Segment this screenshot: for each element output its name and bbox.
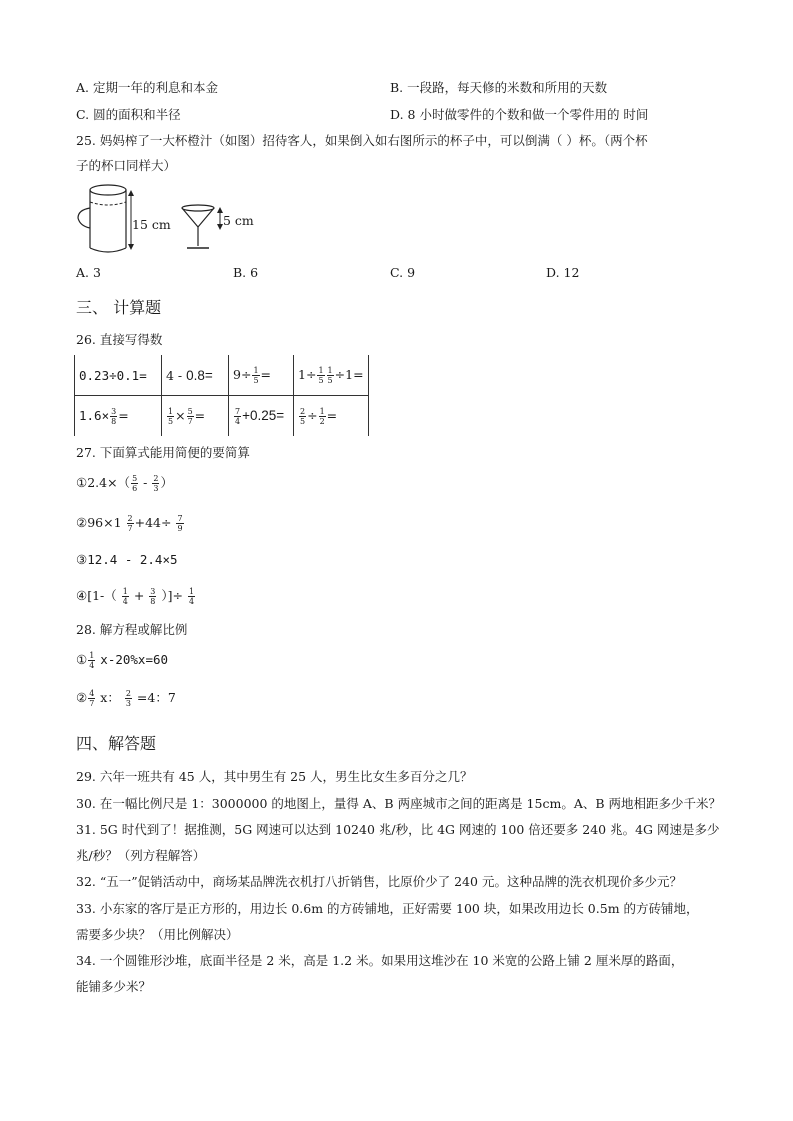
expr-text: ④[1-（ [76,588,117,603]
expr-text: ②96×1 [76,515,122,530]
option-d: D. 12 [546,265,580,280]
expr-text: - [143,475,148,490]
question-30: 30. 在一幅比例尺是 1：3000000 的地图上，量得 A、B 两座城市之间的距离是 15cm。A、B 两地相距多少千米？ [76,796,722,811]
numerator: 2 [153,474,159,483]
cell-text: +0.25 [242,407,277,423]
calc-cell [294,355,369,396]
denominator: 8 [111,416,117,426]
fraction [187,407,194,426]
expr-text: ① [76,652,88,667]
expr-text: + [133,588,145,603]
question-34-line-2: 能铺多少米？ [76,979,152,994]
numerator: 2 [127,514,133,523]
cell-text: = [194,407,206,423]
denominator: 8 [150,597,156,606]
fraction [149,587,156,606]
expr-text: ） [160,475,173,490]
numerator: 1 [122,587,128,596]
question-31-line-1: 31. 5G 时代到了！据推测，5G 网速可以达到 10240 兆/秒，比 4G 网速的 100 倍还要多 240 兆。4G 网速是多少 [76,822,720,837]
expression-1 [76,474,173,493]
calc-cell [229,355,294,396]
denominator: 2 [319,416,325,426]
calc-cell [229,396,294,437]
cell-text: ÷ [307,407,318,423]
denominator: 5 [318,375,324,385]
calc-cell [162,396,229,437]
question-25-text: 25. 妈妈榨了一大杯橙汁（如图）招待客人，如果倒入如右图所示的杯子中，可以倒满（ ）杯。（两个杯 [76,133,648,148]
numerator: 2 [300,406,306,416]
numerator: 5 [132,474,138,483]
denominator: 9 [177,524,183,533]
denominator: 6 [132,484,138,493]
cups-icon [74,180,294,260]
numerator: 4 [89,689,95,698]
section-title: 三、 计算题 [76,298,162,317]
cell-text: = [204,367,213,383]
fraction [317,366,324,385]
denominator: 3 [125,699,131,708]
question-31-line-2: 兆/秒？（列方程解答） [76,848,206,863]
question-32: 32. “五一”促销活动中，商场某品牌洗衣机打八折销售，比原价少了 240 元。这种品牌的洗衣机现价多少元？ [76,874,682,889]
fraction [110,407,117,426]
expr-text: +44÷ [134,515,172,530]
numerator: 1 [253,365,259,375]
denominator: 5 [168,416,174,426]
numerator: 1 [188,587,195,596]
fraction [167,407,174,426]
cell-text: = [260,366,272,382]
numerator: 1 [89,651,95,660]
cell-text: 0.8 [186,367,205,383]
denominator: 4 [188,597,195,606]
numerator: 2 [125,689,131,698]
question-25-text-2: 子的杯口同样大） [76,158,177,173]
option-c: C. 9 [390,265,416,280]
cell-text: = [353,366,364,382]
option-b: B. 6 [233,265,259,280]
question-27-title: 27. 下面算式能用简便的要简算 [76,445,250,460]
cell-text: = [118,407,129,423]
calc-cell [162,355,229,396]
denominator: 3 [153,484,159,493]
fraction [299,407,306,426]
equation-2 [76,689,176,708]
fraction [88,651,95,670]
option-a: A. 3 [76,265,101,280]
expr-text: ①2.4×（ [76,475,131,490]
fraction [176,514,183,533]
option-a: A. 定期一年的利息和本金 [76,80,218,95]
fraction [127,514,134,533]
numerator: 5 [187,406,193,416]
cell-text: 9÷ [233,366,252,382]
question-29: 29. 六年一班共有 45 人，其中男生有 25 人，男生比女生多百分之几？ [76,769,473,784]
cup-height-label: 15 cm [132,217,171,232]
numerator: 1 [318,365,324,375]
section-title: 四、解答题 [76,734,157,753]
cell-text: 4 - [166,367,183,383]
fraction [327,366,334,385]
fraction [152,474,159,493]
calc-cell [75,355,162,396]
question-25-figure [74,180,294,260]
calc-table [74,355,369,436]
numerator: 7 [235,406,241,416]
expr-text: x-20%x=60 [100,652,169,667]
fraction [252,366,259,385]
numerator: 1 [327,365,333,375]
option-b: B. 一段路，每天修的米数和所用的天数 [390,80,608,95]
question-26-title: 26. 直接写得数 [76,332,163,347]
denominator: 7 [127,524,133,533]
fraction [188,587,195,606]
expression-4 [76,587,196,606]
numerator: 3 [150,587,156,596]
calc-cell [75,396,162,437]
denominator: 5 [300,416,306,426]
denominator: 5 [327,375,333,385]
denominator: 4 [89,661,95,670]
option-c: C. 圆的面积和半径 [76,107,181,122]
fraction [125,689,132,708]
fraction [234,407,241,426]
cell-text: = [276,407,285,423]
fraction [319,407,326,426]
goblet-height-label: 5 cm [223,213,254,228]
numerator: 7 [177,514,183,523]
denominator: 7 [89,699,95,708]
denominator: 4 [122,597,128,606]
cell-text: 1 [345,366,354,382]
question-28-title: 28. 解方程或解比例 [76,622,188,637]
cell-text: 1.6× [79,407,110,423]
fraction [88,689,95,708]
cell-text: = [326,407,338,423]
cell-text: 1÷ [298,366,317,382]
numerator: 1 [319,406,325,416]
expr-text: x： [100,690,120,705]
denominator: 5 [253,375,259,385]
expr-text: ）]÷ [161,588,183,603]
question-33-line-2: 需要多少块？（用比例解决） [76,927,239,942]
calc-cell [294,396,369,437]
denominator: 4 [235,416,241,426]
expr-text: ② [76,690,88,705]
numerator: 1 [168,406,174,416]
fraction [131,474,138,493]
cell-text: × [175,407,186,423]
denominator: 7 [187,416,193,426]
question-33-line-1: 33. 小东家的客厅是正方形的，用边长 0.6m 的方砖铺地，正好需要 100 块，如果改用边长 0.5m 的方砖铺地， [76,901,699,916]
expression-3: ③12.4 - 2.4×5 [76,552,178,567]
expression-2 [76,514,185,533]
question-34-line-1: 34. 一个圆锥形沙堆，底面半径是 2 米，高是 1.2 米。如果用这堆沙在 10 米宽的公路上铺 2 厘米厚的路面， [76,953,684,968]
cell-text: ÷ [334,366,346,382]
fraction [122,587,129,606]
numerator: 3 [111,406,117,416]
cell-text: 0.23÷0.1= [79,367,147,383]
option-d: D. 8 小时做零件的个数和做一个零件用的 时间 [390,107,649,122]
equation-1 [76,651,168,670]
expr-text: =4：7 [136,690,176,705]
